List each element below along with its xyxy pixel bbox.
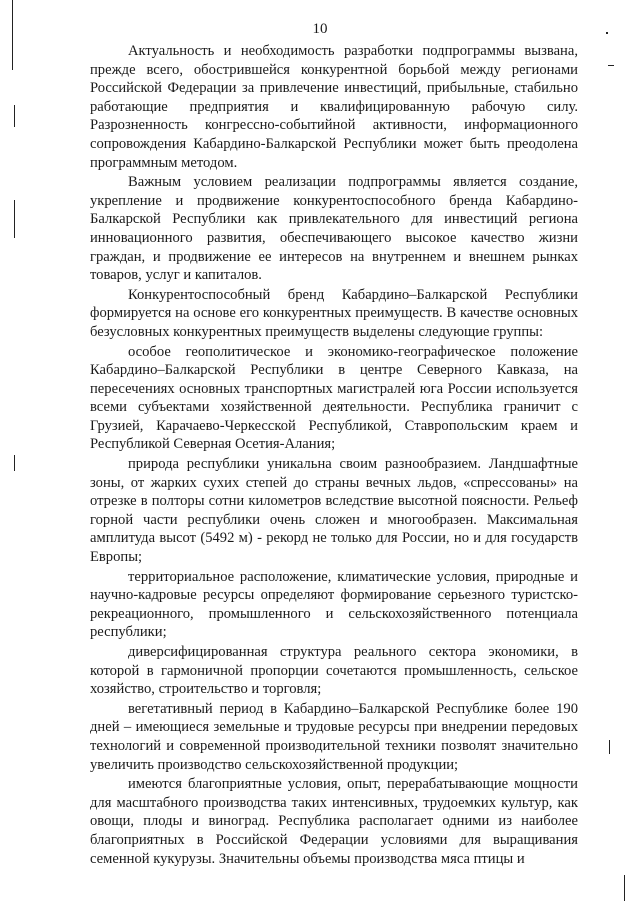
paragraph: особое геополитическое и экономико-географическое положение Кабардино–Балкарской Республики в центре Северного Кавказа, на пересечениях основных транспортных магистралей юга России используется всеми субъектами хозяйственной деятельности. Республика граничит с Грузией, Карачаево-Черкесской Республикой, Ставропольским краем и Республикой Северная Осетия-Алания; [90, 343, 578, 453]
scan-mark [14, 200, 15, 238]
paragraph: Важным условием реализации подпрограммы является создание, укрепление и продвижение конкурентоспособного бренда Кабардино-Балкарской Республики как привлекательного для инвестиций региона инновационного развития, обеспечивающего высокое качество жизни граждан, и продвижение ее интересов на внутреннем и внешнем рынках товаров, услуг и капиталов. [90, 174, 578, 284]
paragraph: Актуальность и необходимость разработки подпрограммы вызвана, прежде всего, обострившейся конкурентной борьбой между регионами Российской Федерации за привлечение инвестиций, прибыльные, стабильно работающие предприятия и квалифицированную рабочую силу. Разрозненность конгрессно-событийной активности, информационного сопровождения Кабардино-Балкарской Республики может быть преодолена программным методом. [90, 43, 578, 171]
paragraph: территориальное расположение, климатические условия, природные и научно-кадровые ресурсы определяют формирование серьезного туристско-рекреационного, промышленного и сельскохозяйственного потенциала республики; [90, 568, 578, 641]
paragraph: природа республики уникальна своим разнообразием. Ландшафтные зоны, от жарких сухих степей до страны вечных льдов, «спрессованы» на отрезке в полторы сотни километров вследствие высотной поясности. Рельеф горной части республики очень сложен и многообразен. Максимальная амплитуда высот (5492 м) - рекорд не только для России, но и для государств Европы; [90, 456, 578, 566]
paragraph: вегетативный период в Кабардино–Балкарской Республике более 190 дней – имеющиеся земельные и трудовые ресурсы при внедрении передовых технологий и современной производительной техники позволят значительно увеличить производство сельскохозяйственной продукции; [90, 700, 578, 773]
paragraph: диверсифицированная структура реального сектора экономики, в которой в гармоничной пропорции сочетаются промышленность, сельское хозяйство, строительство и торговля; [90, 644, 578, 698]
scan-mark [624, 875, 625, 901]
document-body [90, 42, 578, 869]
scan-mark [14, 455, 15, 471]
scan-mark [606, 32, 608, 34]
scan-mark [609, 740, 610, 754]
scan-mark [608, 65, 614, 66]
paragraph: имеются благоприятные условия, опыт, перерабатывающие мощности для масштабного производства таких интенсивных, трудоемких культур, как овощи, плоды и виноград. Республика располагает одними из наиболее благоприятных в Российской Федерации условиями для выращивания семенной кукурузы. Значительны объемы производства мяса птицы и [90, 776, 578, 867]
page-number: 10 [312, 21, 328, 37]
scan-mark [12, 0, 13, 70]
scan-mark [14, 105, 15, 127]
paragraph: Конкурентоспособный бренд Кабардино–Балкарской Республики формируется на основе его конкурентных преимуществ. В качестве основных безусловных конкурентных преимуществ выделены следующие группы: [90, 286, 578, 340]
